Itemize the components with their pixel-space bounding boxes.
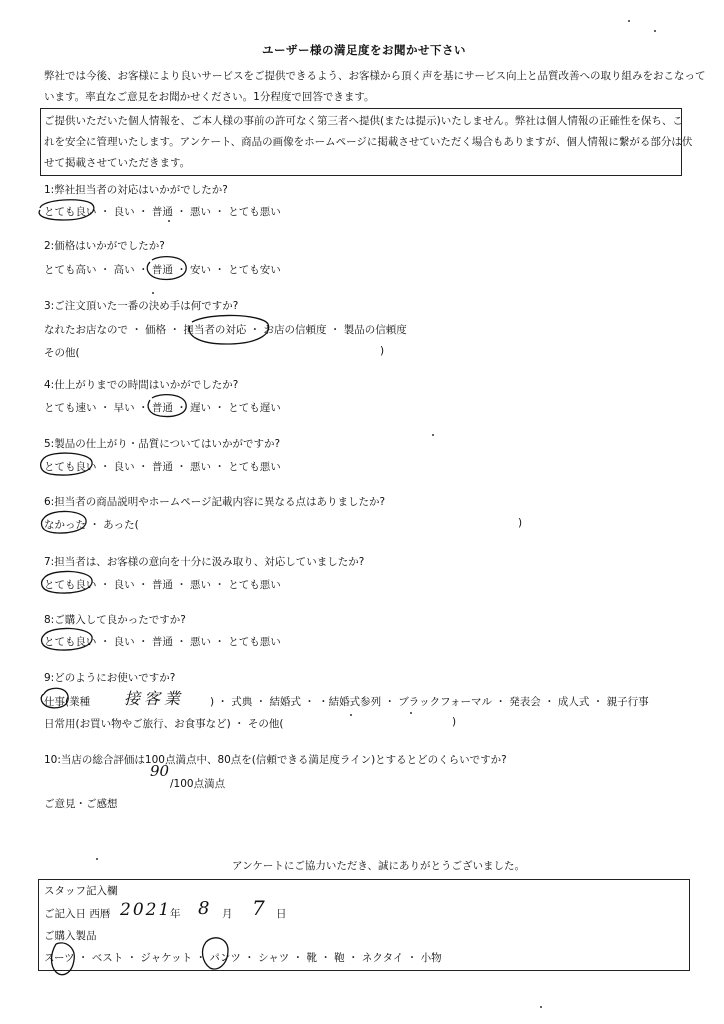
question-6-close: )	[518, 517, 523, 529]
question-3-options[interactable]: なれたお店なので ・ 価格 ・ 担当者の対応 ・ お店の信頼度 ・ 製品の信頼度	[44, 324, 407, 336]
staff-header: スタッフ記入欄	[44, 885, 118, 897]
question-8-options[interactable]: とても良い ・ 良い ・ 普通 ・ 悪い ・ とても悪い	[44, 636, 281, 648]
speck	[540, 1006, 542, 1008]
notice-line-3: せて掲載させていただきます。	[44, 157, 191, 169]
speck	[152, 292, 154, 294]
speck	[168, 220, 170, 222]
answer-circle-mark	[38, 508, 92, 538]
answer-circle-mark	[140, 254, 192, 284]
answer-circle-mark	[38, 684, 74, 714]
products-label: ご購入製品	[44, 930, 97, 942]
handwritten-year: 2021	[120, 900, 172, 920]
question-5: 5:製品の仕上がり・品質についてはいかがですか?	[44, 438, 281, 450]
intro-line-1: 弊社では今後、お客様により良いサービスをご提供できるよう、お客様から頂く声を基にサービス向上と品質改善への取り組みをおこなって	[44, 70, 706, 82]
answer-circle-mark	[36, 450, 100, 480]
speck	[96, 858, 98, 860]
date-label: ご記入日 西暦	[44, 908, 111, 920]
speck	[432, 434, 434, 436]
page-title: ユーザー様の満足度をお聞かせ下さい	[262, 43, 466, 57]
speck	[654, 30, 656, 32]
question-9-close: )	[452, 716, 457, 728]
question-4: 4:仕上がりまでの時間はいかがでしたか?	[44, 379, 239, 391]
answer-circle-mark	[196, 934, 234, 976]
question-9: 9:どのようにお使いですか?	[44, 672, 176, 684]
speck	[350, 714, 352, 716]
handwritten-score: 90	[150, 762, 170, 780]
question-9-options-b[interactable]: ) ・ 式典 ・ 結婚式 ・ ・結婚式参列 ・ ブラックフォーマル ・ 発表会 ・ 成人式 ・ 親子行事	[210, 696, 649, 708]
speck	[628, 20, 630, 22]
question-9-options-line2[interactable]: 日常用(お買い物やご旅行、お食事など) ・ その他(	[44, 718, 284, 730]
products-options[interactable]: スーツ ・ ベスト ・ ジャケット ・ パンツ ・ シャツ ・ 靴 ・ 鞄 ・ ネクタイ ・ 小物	[44, 952, 442, 964]
question-2: 2:価格はいかがでしたか?	[44, 240, 165, 252]
intro-line-2: います。率直なご意見をお聞かせください。1分程度で回答できます。	[44, 91, 375, 103]
answer-circle-mark	[182, 312, 276, 350]
question-6: 6:担当者の商品説明やホームページ記載内容に異なる点はありましたか?	[44, 496, 386, 508]
notice-line-2: れを安全に管理いたします。アンケート、商品の画像をホームページに掲載させていただく場合もありますが、個人情報に繋がる部分は伏	[44, 136, 693, 148]
question-4-options[interactable]: とても速い ・ 早い ・ 普通 ・ 遅い ・ とても遅い	[44, 402, 281, 414]
thanks-message: アンケートにご協力いただき、誠にありがとうございました。	[232, 860, 525, 872]
question-7: 7:担当者は、お客様の意向を十分に汲み取り、対応していましたか?	[44, 556, 365, 568]
handwritten-month: 8	[198, 898, 210, 919]
question-1: 1:弊社担当者の対応はいかがでしたか?	[44, 184, 228, 196]
comments-label: ご意見・ご感想	[44, 798, 118, 810]
answer-circle-mark	[38, 568, 100, 598]
question-9-options-a[interactable]: 仕事(業種	[44, 696, 91, 708]
question-10: 10:当店の総合評価は100点満点中、80点を(信頼できる満足度ライン)とするとどのくらいですか?	[44, 754, 507, 766]
question-3-other-close: )	[380, 345, 385, 357]
question-3: 3:ご注文頂いた一番の決め手は何ですか?	[44, 300, 239, 312]
handwritten-industry: 接客業	[124, 689, 185, 708]
notice-line-1: ご提供いただいた個人情報を、ご本人様の事前の許可なく第三者へ提供(または提示)いたしません。弊社は個人情報の正確性を保ち、こ	[44, 115, 683, 127]
score-suffix: /100点満点	[170, 778, 226, 790]
handwritten-day: 7	[252, 896, 265, 920]
question-7-options[interactable]: とても良い ・ 良い ・ 普通 ・ 悪い ・ とても悪い	[44, 579, 281, 591]
question-1-options[interactable]: とても良い ・ 良い ・ 普通 ・ 悪い ・ とても悪い	[44, 206, 281, 218]
answer-circle-mark	[34, 196, 104, 224]
month-unit: 月	[222, 908, 233, 920]
day-unit: 日	[276, 908, 287, 920]
answer-circle-mark	[38, 625, 100, 655]
question-8: 8:ご購入して良かったですか?	[44, 614, 186, 626]
year-unit: 年	[170, 908, 181, 920]
speck	[410, 712, 412, 714]
question-3-other: その他(	[44, 347, 80, 359]
question-5-options[interactable]: とても良い ・ 良い ・ 普通 ・ 悪い ・ とても悪い	[44, 461, 281, 473]
question-6-options[interactable]: なかった ・ あった(	[44, 519, 139, 531]
answer-circle-mark	[42, 938, 82, 982]
question-2-options[interactable]: とても高い ・ 高い ・ 普通 ・ 安い ・ とても安い	[44, 264, 281, 276]
answer-circle-mark	[142, 392, 192, 422]
